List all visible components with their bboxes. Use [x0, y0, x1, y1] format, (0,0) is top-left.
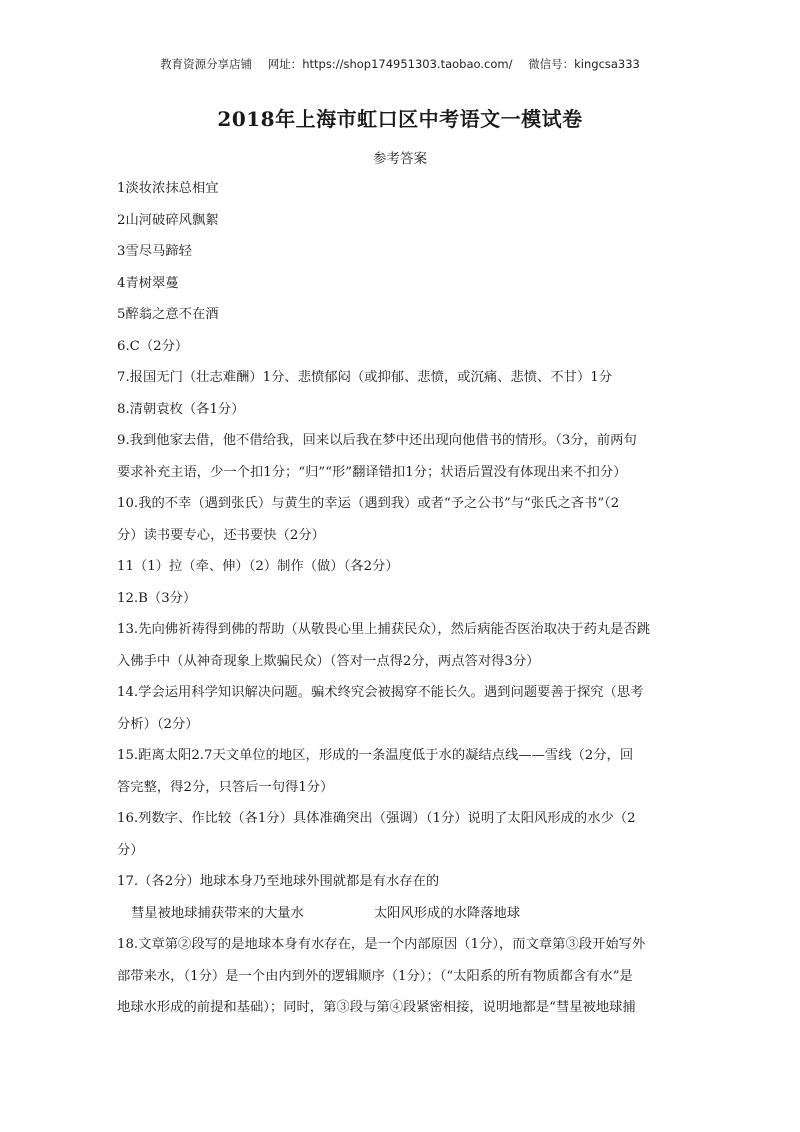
answer-line: 9.我到他家去借，他不借给我，回来以后我在梦中还出现向他借书的情形。（3分，前两句	[117, 433, 637, 448]
answer-line: 14.学会运用科学知识解决问题。骗术终究会被揭穿不能长久。遇到问题要善于探究（思考	[117, 685, 644, 700]
shop-url[interactable]: 网址：https://shop174951303.taobao.com/	[267, 57, 513, 71]
answer-body	[117, 173, 687, 1024]
answer-line: 16.列数字、作比较（各1分）具体准确突出（强调）（1分）说明了太阳风形成的水少（2	[117, 811, 636, 826]
page-subtitle: 参考答案	[373, 151, 427, 167]
page-title: 2018年上海市虹口区中考语文一模试卷	[217, 107, 583, 131]
answer-line: 1淡妆浓抹总相宜	[117, 181, 219, 196]
answer-17-item-2: 太阳风形成的水降落地球	[373, 905, 521, 921]
answer-line: 13.先向佛祈祷得到佛的帮助（从敬畏心里上捕获民众），然后病能否医治取决于药丸是否跳	[117, 622, 651, 637]
answer-line: 18.文章第②段写的是地球本身有水存在，是一个内部原因（1分），而文章第③段开始写外	[117, 937, 646, 952]
answer-line: 15.距离太阳2.7天文单位的地区，形成的一条温度低于水的凝结点线——雪线（2分，回	[117, 748, 634, 763]
answer-line: 10.我的不幸（遇到张氏）与黄生的幸运（遇到我）或者“予之公书”与“张氏之吝书”（2	[117, 496, 620, 511]
answer-17-item-1: 彗星被地球捕获带来的大量水	[131, 905, 304, 921]
answer-line: 答完整，得2分，只答后一句得1分）	[117, 779, 334, 795]
answer-line: 2山河破碎风飘絮	[117, 212, 219, 228]
answer-line: 6.C（2分）	[117, 338, 189, 354]
answer-line: 部带来水，（1分）是一个由内到外的逻辑顺序（1分）；（“太阳系的所有物质都含有水”是	[117, 968, 633, 984]
answer-line: 3雪尽马蹄轻	[117, 244, 192, 259]
answer-line: 7.报国无门（壮志难酬）1分、悲愤郁闷（或抑郁、悲愤，或沉痛、悲愤、不甘）1分	[117, 370, 612, 385]
answer-line: 入佛手中（从神奇现象上欺骗民众）（答对一点得2分，两点答对得3分）	[117, 653, 540, 669]
answer-line: 8.清朝袁枚（各1分）	[117, 401, 245, 417]
answer-line: 要求补充主语，少一个扣1分；“归”“形”翻译错扣1分；状语后置没有体现出来不扣分）	[117, 464, 627, 480]
answer-line: 分析）（2分）	[117, 716, 199, 732]
wechat-id: 微信号：kingcsa333	[528, 57, 640, 71]
answer-line: 分）读书要专心，还书要快（2分）	[117, 527, 325, 543]
answer-line: 分）	[117, 842, 144, 858]
answer-line: 17.（各2分）地球本身乃至地球外围就都是有水存在的	[117, 874, 440, 889]
answer-line-17b	[117, 898, 687, 930]
answer-line: 地球水形成的前提和基础）；同时，第③段与第④段紧密相接，说明地都是“彗星被地球捕	[117, 1000, 636, 1015]
shop-name: 教育资源分享店铺	[160, 57, 253, 71]
answer-line: 5醉翁之意不在酒	[117, 307, 219, 322]
answer-line: 4青树翠蔓	[117, 275, 179, 291]
answer-line: 12.B（3分）	[117, 590, 197, 606]
answer-line: 11（1）拉（牵、伸）（2）制作（做）（各2分）	[117, 559, 399, 574]
page-header	[0, 56, 800, 72]
